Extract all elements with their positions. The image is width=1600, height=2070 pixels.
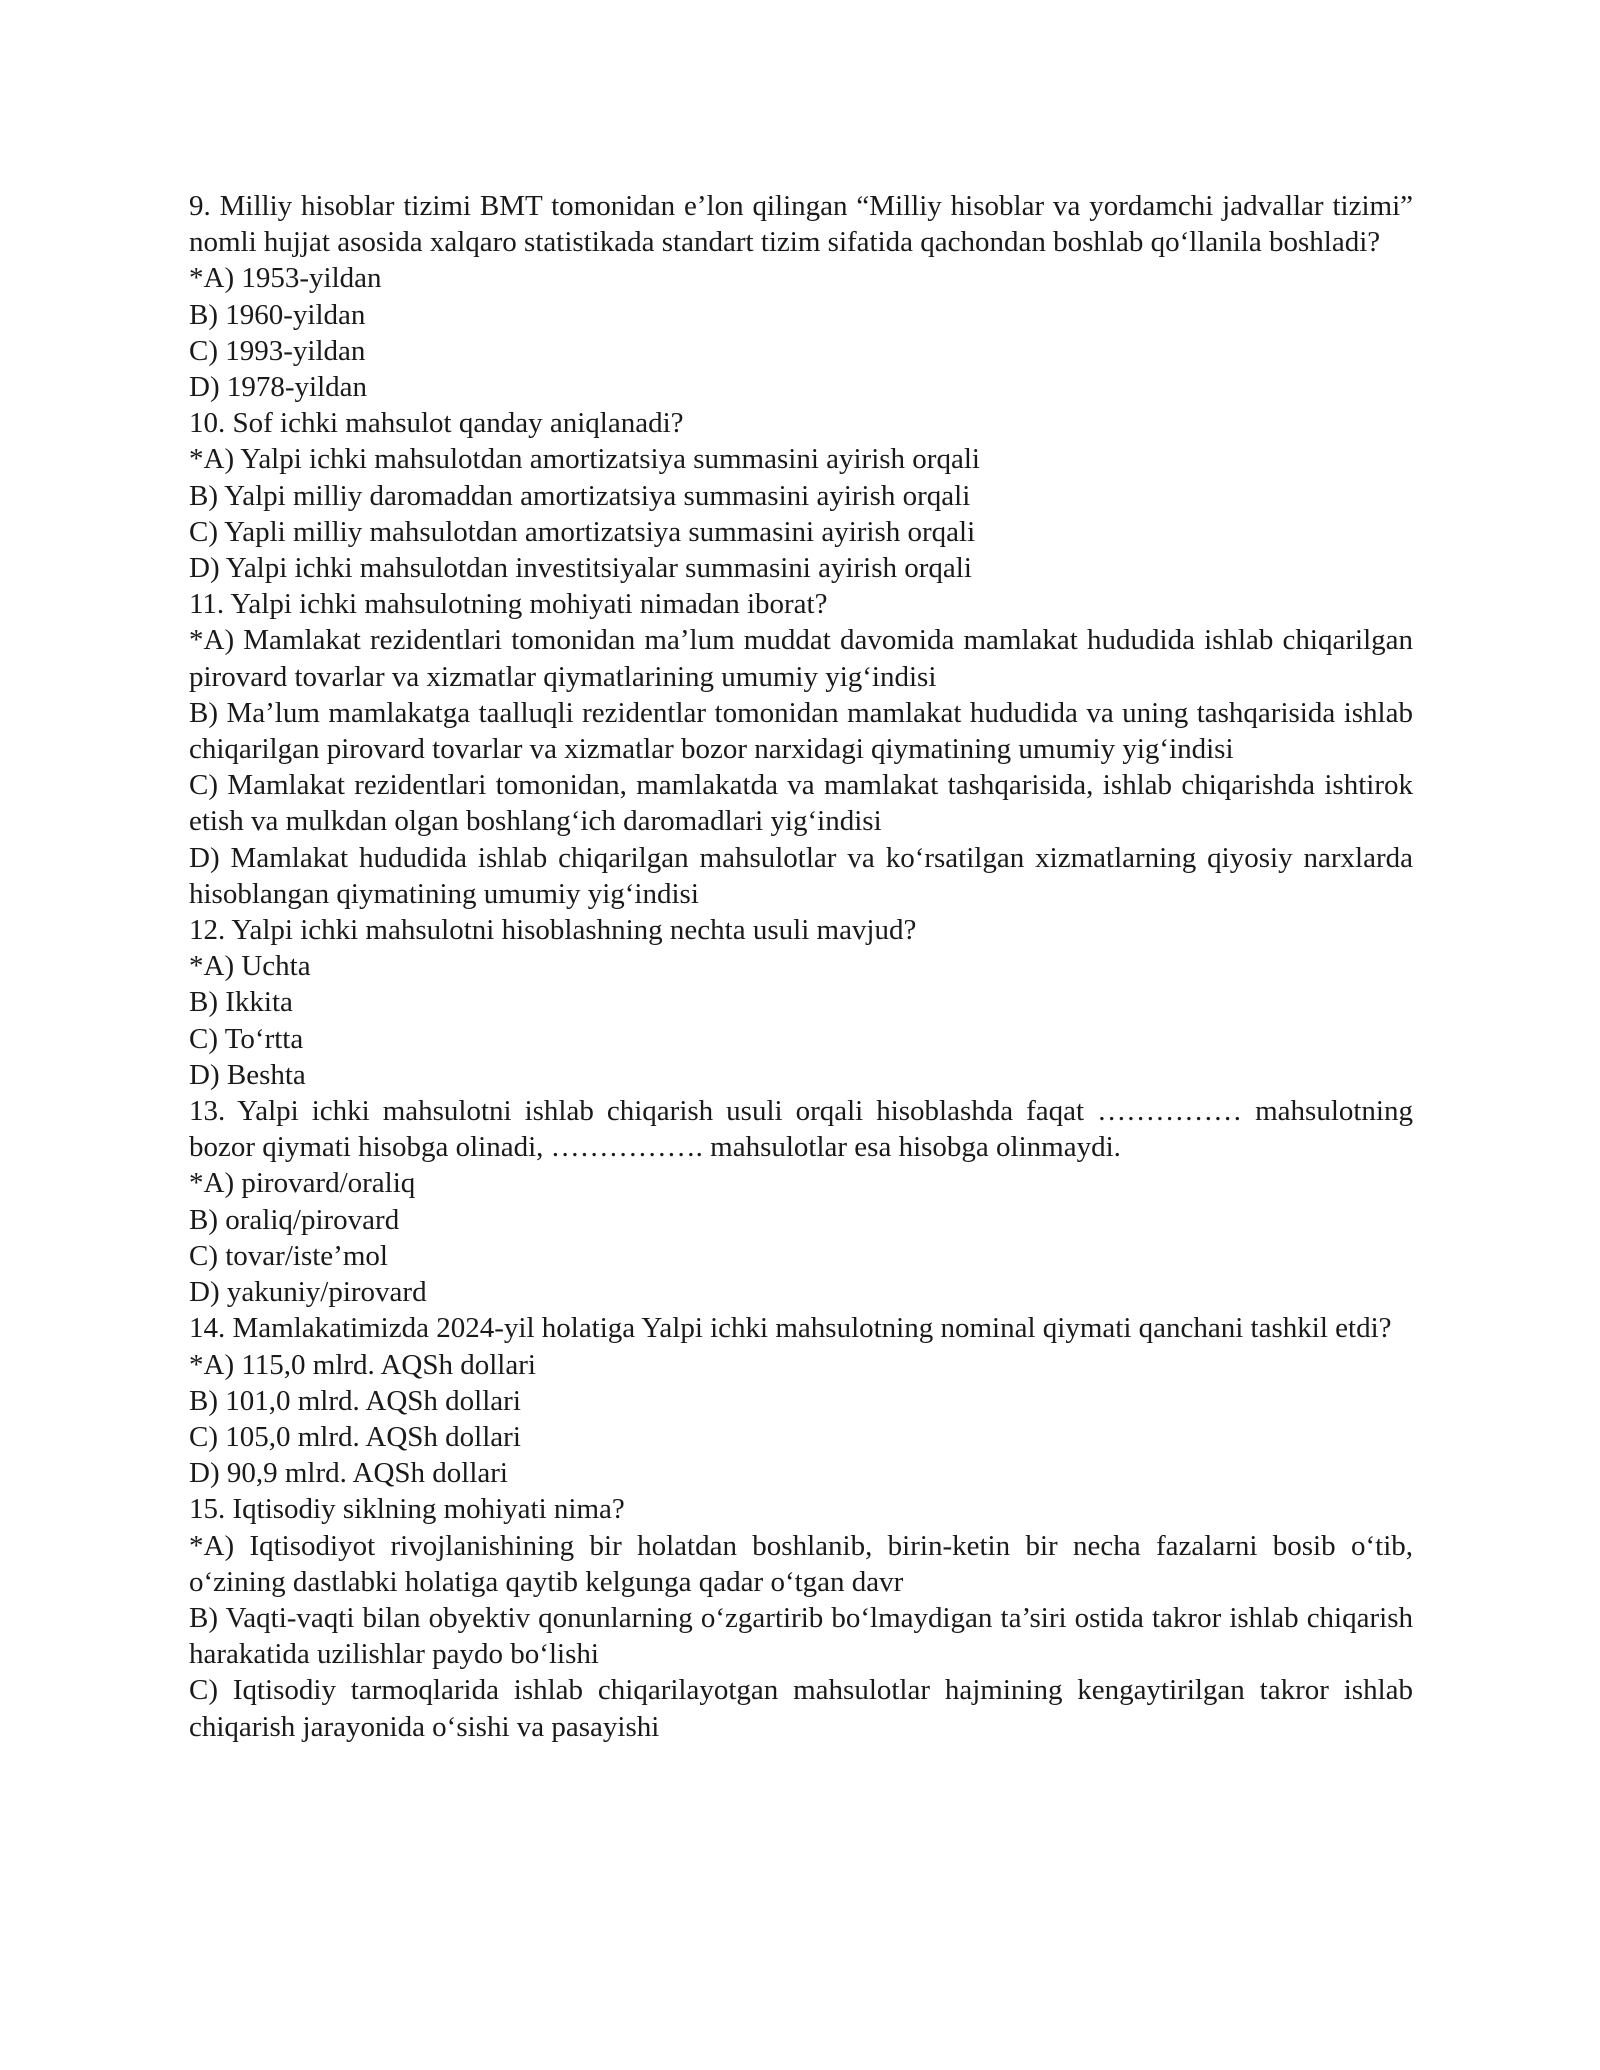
answer-option: C) Mamlakat rezidentlari tomonidan, mamlakatda va mamlakat tashqarisida, ishlab chiqarishda ishtirok etish va mulkdan olgan boshlang‘ich daromadlari yig‘indisi [189, 769, 1413, 838]
question-text: 9. Milliy hisoblar tizimi BMT tomonidan e’lon qilingan “Milliy hisoblar va yordamchi jadvallar tizimi” nomli hujjat asosida xalqaro statistikada standart tizim sifatida qachondan boshlab qo‘llanila boshladi? [189, 190, 1413, 259]
answer-option: C) 105,0 mlrd. AQSh dollari [189, 1420, 521, 1453]
answer-option: C) To‘rtta [189, 1022, 304, 1055]
question-block [189, 1093, 1413, 1310]
answer-option: B) 1960-yildan [189, 298, 366, 331]
answer-option: B) Yalpi milliy daromaddan amortizatsiya summasini ayirish orqali [189, 479, 971, 512]
answer-option: B) Ma’lum mamlakatga taalluqli rezidentlar tomonidan mamlakat hududida va uning tashqarisida ishlab chiqarilgan pirovard tovarlar va xizmatlar bozor narxidagi qiymatining umumiy yig‘indisi [189, 696, 1413, 766]
answer-option: C) tovar/iste’mol [189, 1239, 388, 1272]
answer-option: D) yakuniy/pirovard [189, 1276, 427, 1309]
question-text: 11. Yalpi ichki mahsulotning mohiyati nimadan iborat? [189, 588, 828, 621]
question-block [189, 405, 1413, 586]
question-block [189, 1310, 1413, 1491]
answer-option: D) Yalpi ichki mahsulotdan investitsiyalar summasini ayirish orqali [189, 552, 972, 585]
answer-option: *A) Yalpi ichki mahsulotdan amortizatsiya summasini ayirish orqali [189, 443, 980, 476]
answer-option: C) Yapli milliy mahsulotdan amortizatsiya summasini ayirish orqali [189, 515, 976, 548]
question-text: 10. Sof ichki mahsulot qanday aniqlanadi? [189, 407, 684, 440]
answer-option: B) 101,0 mlrd. AQSh dollari [189, 1384, 521, 1417]
question-text: 14. Mamlakatimizda 2024-yil holatiga Yalpi ichki mahsulotning nominal qiymati qanchani tashkil etdi? [189, 1312, 1392, 1345]
answer-option: *A) 1953-yildan [189, 262, 382, 295]
question-block [189, 586, 1413, 912]
answer-option: *A) Iqtisodiyot rivojlanishining bir holatdan boshlanib, birin-ketin bir necha fazalarni bosib o‘tib, o‘zining dastlabki holatiga qaytib kelgunga qadar o‘tgan davr [189, 1529, 1413, 1598]
answer-option: B) Vaqti-vaqti bilan obyektiv qonunlarning o‘zgartirib bo‘lmaydigan ta’siri ostida takror ishlab chiqarish harakatida uzilishlar paydo bo‘lishi [189, 1601, 1413, 1671]
answer-option: *A) Mamlakat rezidentlari tomonidan ma’lum muddat davomida mamlakat hududida ishlab chiqarilgan pirovard tovarlar va xizmatlar qiymatlarining umumiy yig‘indisi [189, 624, 1413, 693]
document-page [189, 188, 1413, 1745]
question-text: 12. Yalpi ichki mahsulotni hisoblashning nechta usuli mavjud? [189, 914, 917, 947]
question-block [189, 1491, 1413, 1744]
answer-option: D) 1978-yildan [189, 371, 367, 404]
answer-option: *A) pirovard/oraliq [189, 1167, 416, 1200]
answer-option: D) 90,9 mlrd. AQSh dollari [189, 1457, 508, 1490]
answer-option: B) Ikkita [189, 986, 293, 1019]
answer-option: B) oraliq/pirovard [189, 1203, 400, 1236]
question-block [189, 912, 1413, 1093]
question-text: 13. Yalpi ichki mahsulotni ishlab chiqarish usuli orqali hisoblashda faqat …………… mahsulotning bozor qiymati hisobga olinadi, ……………. mahsulotlar esa hisobga olinmaydi. [189, 1095, 1413, 1164]
answer-option: C) Iqtisodiy tarmoqlarida ishlab chiqarilayotgan mahsulotlar hajmining kengaytirilgan takror ishlab chiqarish jarayonida o‘sishi va pasayishi [189, 1674, 1413, 1743]
answer-option: *A) 115,0 mlrd. AQSh dollari [189, 1348, 536, 1381]
question-text: 15. Iqtisodiy siklning mohiyati nima? [189, 1493, 625, 1526]
answer-option: D) Beshta [189, 1058, 306, 1091]
answer-option: D) Mamlakat hududida ishlab chiqarilgan mahsulotlar va ko‘rsatilgan xizmatlarning qiyosiy narxlarda hisoblangan qiymatining umumiy yig‘indisi [189, 841, 1413, 910]
answer-option: *A) Uchta [189, 950, 311, 983]
answer-option: C) 1993-yildan [189, 334, 366, 367]
question-block [189, 188, 1413, 405]
